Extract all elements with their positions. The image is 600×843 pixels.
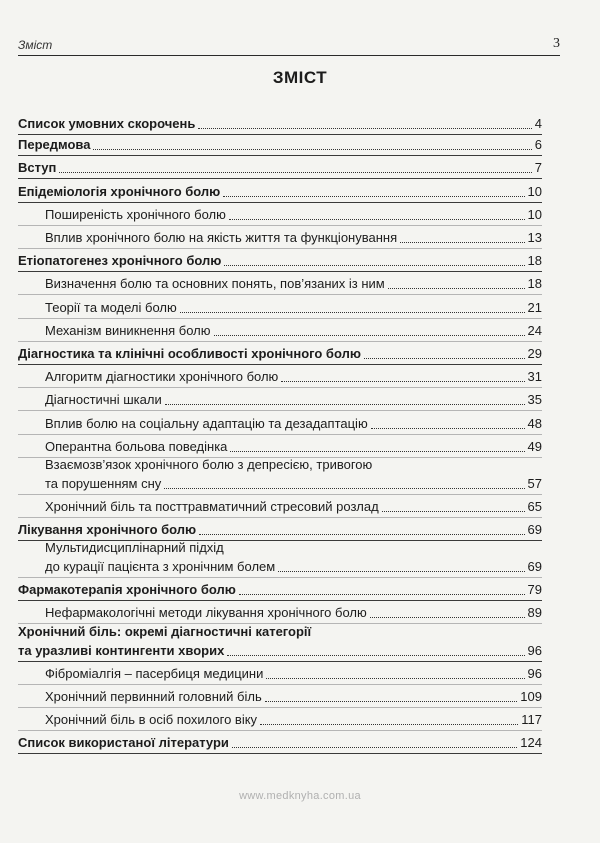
dot-leader xyxy=(260,724,518,725)
dot-leader xyxy=(232,747,517,748)
toc-entry-title: Вплив болю на соціальну адаптацію та дезадаптацію xyxy=(45,416,368,431)
toc-entry-title: Діагностичні шкали xyxy=(45,392,162,407)
toc-entry-title: Епідеміологія хронічного болю xyxy=(18,184,221,199)
toc-entry-title: Теорії та моделі болю xyxy=(45,300,177,315)
toc-entry[interactable] xyxy=(18,297,542,319)
toc-entry-title: Поширеність хронічного болю xyxy=(45,207,226,222)
dot-leader xyxy=(230,451,524,452)
toc-entry-page: 65 xyxy=(527,499,542,514)
toc-entry[interactable] xyxy=(18,250,542,272)
toc-entry[interactable] xyxy=(18,157,542,179)
toc-entry-page: 10 xyxy=(527,184,542,199)
toc-entry-title: Список використаної літератури xyxy=(18,735,229,750)
toc-entry[interactable] xyxy=(18,709,542,731)
toc-entry-page: 96 xyxy=(527,643,542,658)
dot-leader xyxy=(180,312,525,313)
toc-entry-title: Вступ xyxy=(18,160,57,175)
toc-entry-title: Вплив хронічного болю на якість життя та функціонування xyxy=(45,230,398,245)
toc-entry-page: 96 xyxy=(527,666,542,681)
toc-entry-page: 79 xyxy=(527,582,542,597)
toc-entry-page: 117 xyxy=(521,712,542,727)
toc-entry-title-continued: та уразливі контингенти хворих xyxy=(18,643,225,658)
footer-url: www.medknyha.com.ua xyxy=(239,790,361,802)
toc-entry-page: 4 xyxy=(534,116,542,131)
dot-leader xyxy=(224,265,524,266)
toc-entry-page: 24 xyxy=(527,323,542,338)
toc-entry[interactable] xyxy=(18,579,542,601)
toc-entry-title: Визначення болю та основних понять, пов’язаних із ним xyxy=(45,276,385,291)
dot-leader xyxy=(278,571,524,572)
dot-leader xyxy=(164,488,524,489)
toc-heading: ЗМІСТ xyxy=(272,68,328,87)
toc-entry-title: Хронічний біль та посттравматичний стресовий розлад xyxy=(45,499,379,514)
toc-entry-title: Хронічний біль: окремі діагностичні категорії xyxy=(18,624,312,639)
dot-leader xyxy=(364,358,525,359)
toc-entry[interactable] xyxy=(18,181,542,203)
running-header xyxy=(18,36,560,56)
toc-entry[interactable] xyxy=(18,366,542,388)
toc-entry[interactable] xyxy=(18,389,542,411)
toc-entry-title: Хронічний біль в осіб похилого віку xyxy=(45,712,258,727)
toc-entry-page: 69 xyxy=(527,522,542,537)
toc-entry-page: 18 xyxy=(527,253,542,268)
toc-entry-title: Етіопатогенез хронічного болю xyxy=(18,253,222,268)
toc-entry-title: Список умовних скорочень xyxy=(18,116,196,131)
dot-leader xyxy=(227,655,524,656)
toc-entry-page: 124 xyxy=(520,735,542,750)
toc-entry[interactable] xyxy=(18,602,542,624)
toc-entry-page: 6 xyxy=(534,137,542,152)
toc-entry-title: Передмова xyxy=(18,137,91,152)
toc-entry-page: 10 xyxy=(527,207,542,222)
toc-entry[interactable] xyxy=(18,456,542,495)
toc-entry[interactable] xyxy=(18,113,542,135)
toc-entry-title-continued: та порушенням сну xyxy=(45,476,162,491)
toc-entry-page: 7 xyxy=(534,160,542,175)
page-number: 3 xyxy=(553,36,560,51)
dot-leader xyxy=(93,149,531,150)
dot-leader xyxy=(199,534,524,535)
dot-leader xyxy=(198,128,531,129)
dot-leader xyxy=(265,701,518,702)
dot-leader xyxy=(239,594,525,595)
toc-entry[interactable] xyxy=(18,204,542,226)
dot-leader xyxy=(214,335,525,336)
dot-leader xyxy=(400,242,524,243)
toc-entry[interactable] xyxy=(18,496,542,518)
toc-entry-page: 57 xyxy=(527,476,542,491)
toc-entry[interactable] xyxy=(18,134,542,156)
toc-entry-page: 18 xyxy=(527,276,542,291)
toc-entry[interactable] xyxy=(18,343,542,365)
dot-leader xyxy=(165,404,525,405)
toc-entry[interactable] xyxy=(18,663,542,685)
toc-entry-title: Діагностика та клінічні особливості хронічного болю xyxy=(18,346,361,361)
dot-leader xyxy=(266,678,524,679)
toc-entry-title: Мультидисциплінарний підхід xyxy=(45,540,224,555)
toc-entry-page: 31 xyxy=(527,369,542,384)
toc-entry[interactable] xyxy=(18,227,542,249)
toc-entry-title: Взаємозв’язок хронічного болю з депресією, тривогою xyxy=(45,457,373,472)
toc-entry-page: 13 xyxy=(527,230,542,245)
dot-leader xyxy=(371,428,525,429)
toc-entry[interactable] xyxy=(18,273,542,295)
toc-entry-title: Лікування хронічного болю xyxy=(18,522,197,537)
toc-entry-title: Оперантна больова поведінка xyxy=(45,439,228,454)
dot-leader xyxy=(229,219,525,220)
toc-entry-page: 89 xyxy=(527,605,542,620)
toc-entry-page: 21 xyxy=(527,300,542,315)
toc-entry[interactable] xyxy=(18,686,542,708)
toc-entry[interactable] xyxy=(18,320,542,342)
toc-entry[interactable] xyxy=(18,436,542,458)
toc-entry-title: Фіброміалгія – пасербиця медицини xyxy=(45,666,264,681)
toc-entry[interactable] xyxy=(18,732,542,754)
dot-leader xyxy=(281,381,524,382)
toc-entry-page: 35 xyxy=(527,392,542,407)
toc-entry-title: Алгоритм діагностики хронічного болю xyxy=(45,369,279,384)
toc-entry-page: 109 xyxy=(520,689,542,704)
dot-leader xyxy=(382,511,525,512)
toc-entry-title-continued: до курації пацієнта з хронічним болем xyxy=(45,559,276,574)
toc-entry[interactable] xyxy=(18,413,542,435)
toc-entry[interactable] xyxy=(18,539,542,578)
toc-entry-title: Хронічний первинний головний біль xyxy=(45,689,262,704)
dot-leader xyxy=(59,172,531,173)
toc-entry-page: 48 xyxy=(527,416,542,431)
dot-leader xyxy=(223,196,524,197)
toc-entry[interactable] xyxy=(18,623,542,662)
toc-entry-page: 29 xyxy=(527,346,542,361)
toc-entry-title: Нефармакологічні методи лікування хронічного болю xyxy=(45,605,367,620)
toc-entry-page: 69 xyxy=(527,559,542,574)
toc-entry[interactable] xyxy=(18,519,542,541)
toc-entry-page: 49 xyxy=(527,439,542,454)
toc-entry-title: Механізм виникнення болю xyxy=(45,323,211,338)
dot-leader xyxy=(370,617,525,618)
toc-entry-title: Фармакотерапія хронічного болю xyxy=(18,582,236,597)
dot-leader xyxy=(388,288,525,289)
running-title: Зміст xyxy=(18,38,53,52)
